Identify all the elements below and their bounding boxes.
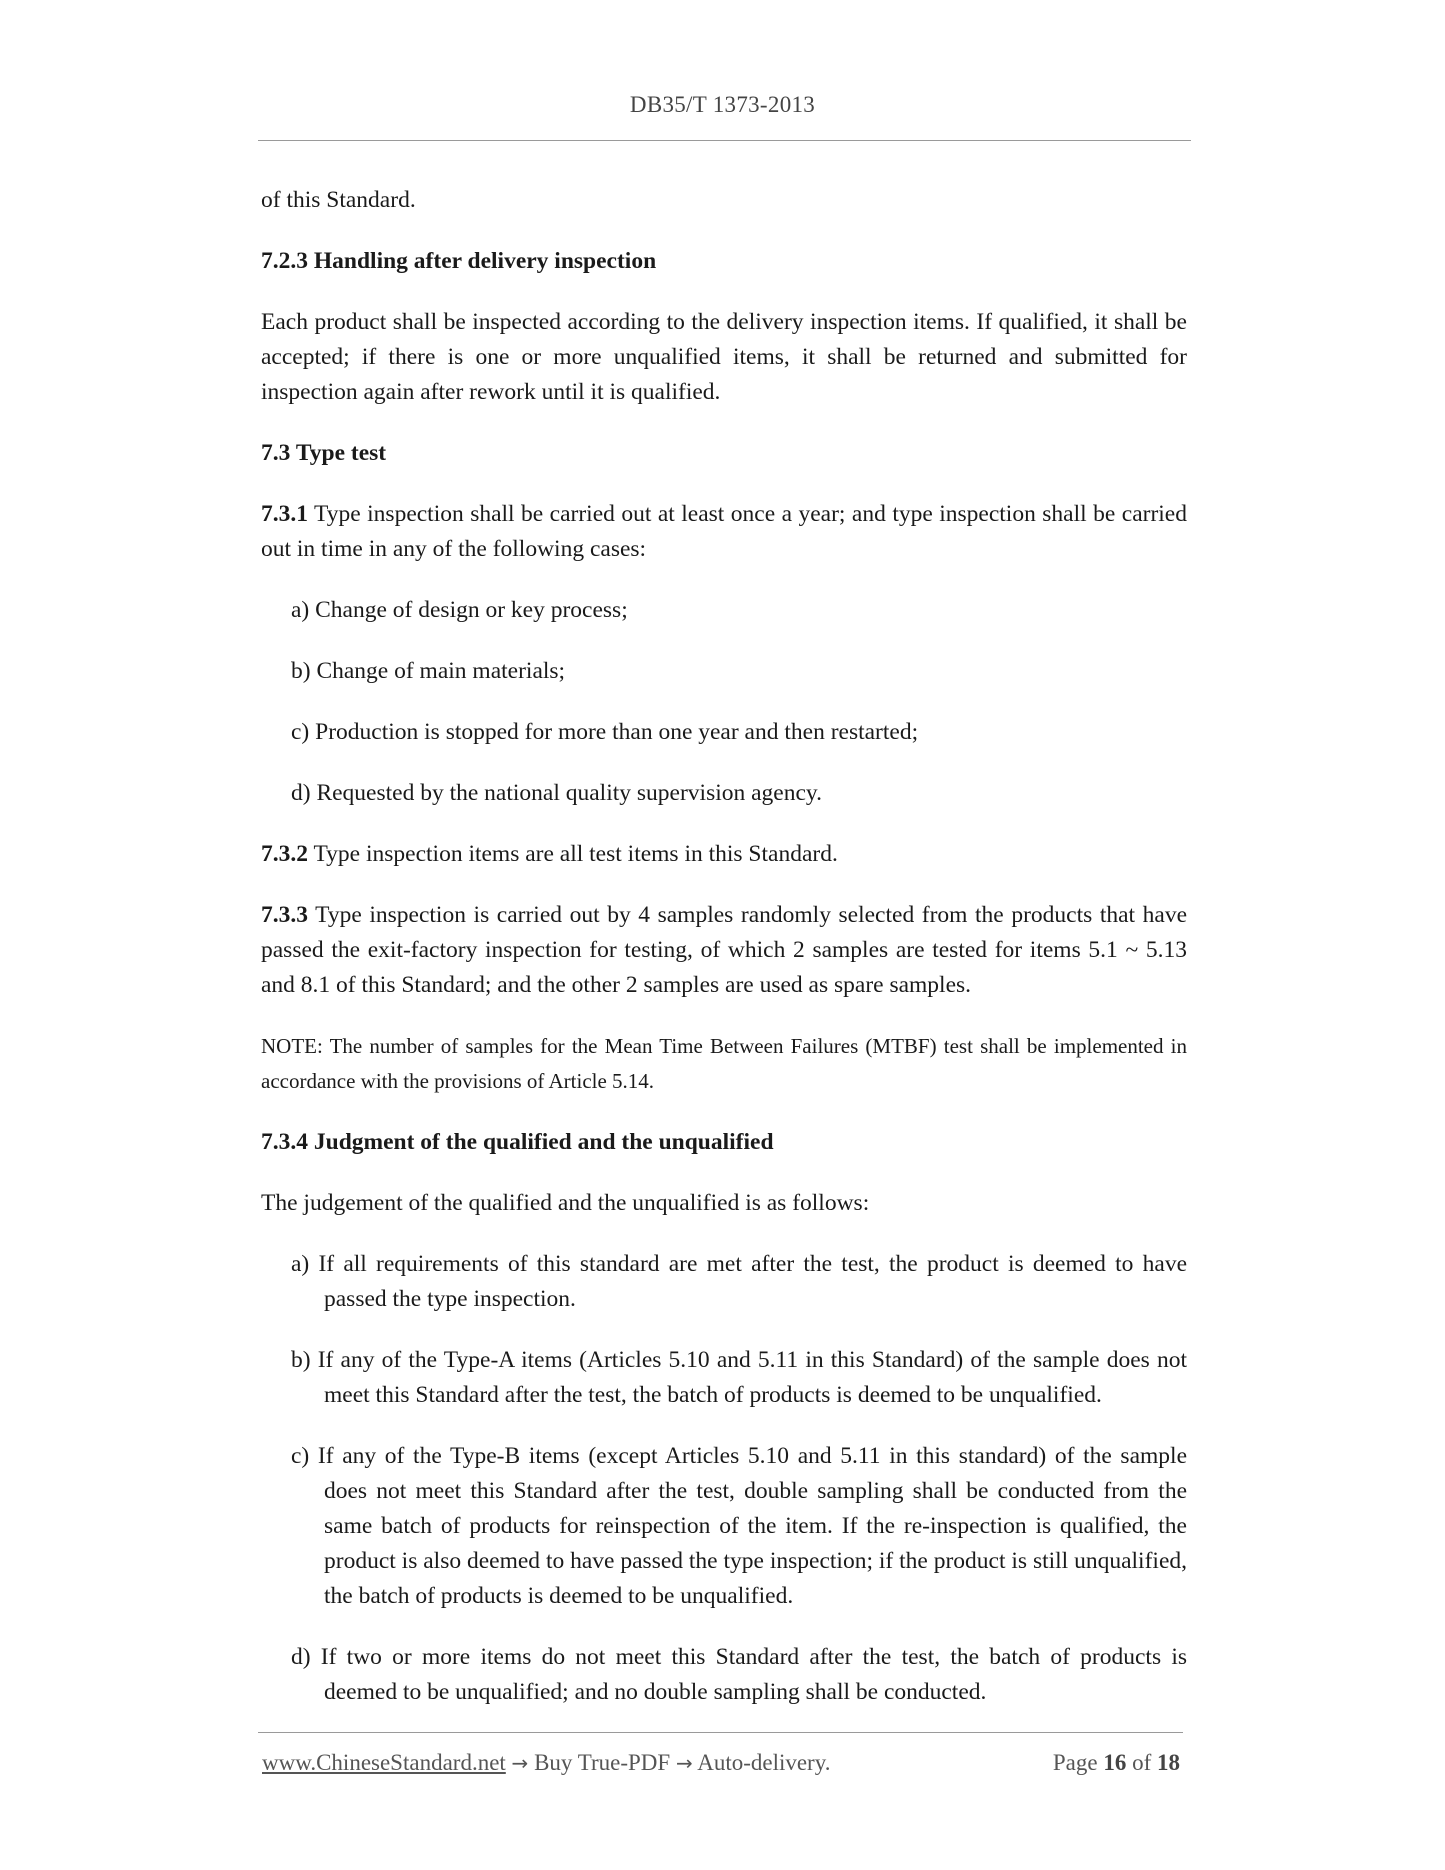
of-label: of xyxy=(1132,1750,1152,1775)
page-number: 16 xyxy=(1103,1750,1127,1775)
site-link[interactable]: www.ChineseStandard.net xyxy=(262,1750,506,1775)
arrow-right-icon: → xyxy=(511,1751,529,1775)
page-body xyxy=(261,183,1187,1710)
delivery-text: Auto-delivery. xyxy=(697,1750,831,1775)
footer-promo xyxy=(262,1750,830,1776)
page-total: 18 xyxy=(1157,1750,1180,1775)
section-7-2-3-heading: 7.2.3 Handling after delivery inspection xyxy=(261,248,657,274)
arrow-right-icon: → xyxy=(675,1751,693,1775)
section-7-3-3-paragraph xyxy=(261,898,1187,1003)
section-7-3-1-number: 7.3.1 xyxy=(261,501,308,527)
case-item-c: c) Production is stopped for more than one year and then restarted; xyxy=(291,719,919,745)
note-paragraph: NOTE: The number of samples for the Mean Time Between Failures (MTBF) test shall be implemented in accordance with the provisions of Article 5.14. xyxy=(261,1034,1187,1093)
page-label: Page xyxy=(1052,1750,1098,1775)
section-7-3-2-text: Type inspection items are all test items in this Standard. xyxy=(308,841,838,867)
judgment-item-d: d) If two or more items do not meet this Standard after the test, the batch of products is deemed to be unqualified; and no double sampling shall be conducted. xyxy=(291,1644,1187,1705)
buy-text: Buy True-PDF xyxy=(534,1750,671,1775)
case-item-a: a) Change of design or key process; xyxy=(291,597,628,623)
continuation-text: of this Standard. xyxy=(261,187,416,213)
section-7-3-4-heading: 7.3.4 Judgment of the qualified and the unqualified xyxy=(261,1129,774,1155)
section-7-3-4-intro: The judgement of the qualified and the unqualified is as follows: xyxy=(261,1190,870,1216)
header-divider xyxy=(258,140,1191,141)
header-doc-id: DB35/T 1373-2013 xyxy=(629,92,816,117)
section-7-3-2-paragraph xyxy=(261,837,1187,872)
judgment-item-c: c) If any of the Type-B items (except Articles 5.10 and 5.11 in this standard) of the sample does not meet this Standard after the test, double sampling shall be conducted from the same batch of products for reinspection of the item. If the re-inspection is qualified, the product is also deemed to have passed the type inspection; if the product is still unqualified, the batch of products is deemed to be unqualified. xyxy=(291,1443,1187,1609)
section-7-2-3-paragraph: Each product shall be inspected according to the delivery inspection items. If qualified, it shall be accepted; if there is one or more unqualified items, it shall be returned and submitted for inspection again after rework until it is qualified. xyxy=(261,309,1187,405)
judgment-item-b: b) If any of the Type-A items (Articles 5.10 and 5.11 in this Standard) of the sample does not meet this Standard after the test, the batch of products is deemed to be unqualified. xyxy=(291,1347,1187,1408)
section-7-3-1-paragraph xyxy=(261,497,1187,567)
page-indicator xyxy=(1053,1750,1180,1776)
footer-divider xyxy=(258,1732,1183,1733)
case-item-b: b) Change of main materials; xyxy=(291,658,566,684)
section-7-3-3-text: Type inspection is carried out by 4 samples randomly selected from the products that have passed the exit-factory inspection for testing, of which 2 samples are tested for items 5.1 ~ 5.13 and 8.1 of this Standard; and the other 2 samples are used as spare samples. xyxy=(261,902,1187,998)
case-item-d: d) Requested by the national quality supervision agency. xyxy=(291,780,823,806)
judgment-item-a: a) If all requirements of this standard are met after the test, the product is deemed to have passed the type inspection. xyxy=(291,1251,1187,1312)
section-7-3-1-text: Type inspection shall be carried out at least once a year; and type inspection shall be carried out in time in any of the following cases: xyxy=(261,501,1187,562)
section-7-3-heading: 7.3 Type test xyxy=(261,440,387,466)
section-7-3-3-number: 7.3.3 xyxy=(261,902,308,928)
section-7-3-2-number: 7.3.2 xyxy=(261,841,308,867)
